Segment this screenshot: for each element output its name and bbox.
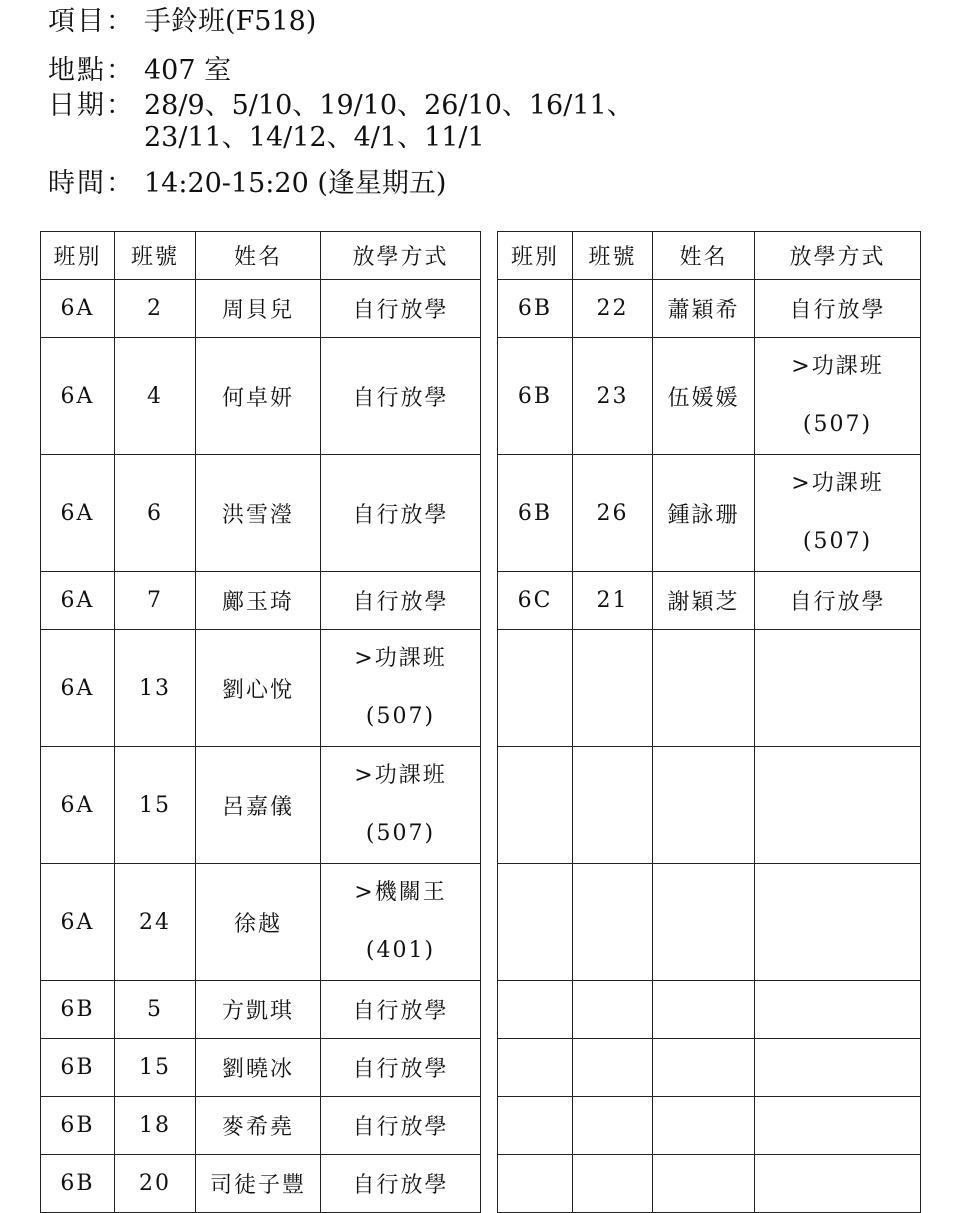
cell-number: 6	[115, 455, 196, 572]
table-row	[41, 981, 481, 1039]
cell-class: 6B	[41, 1039, 115, 1097]
cell-class: 6A	[41, 630, 115, 747]
cell-method	[321, 338, 481, 455]
time-label: 時間：	[48, 168, 135, 199]
cell-name: 鄺玉琦	[196, 572, 321, 630]
column-header-number: 班號	[115, 232, 196, 280]
cell-class: 6C	[498, 572, 573, 630]
cell-class: 6A	[41, 280, 115, 338]
cell-method	[321, 981, 481, 1039]
table-header-row	[498, 232, 921, 280]
method-line: (507)	[802, 529, 873, 554]
method-line: (507)	[365, 704, 436, 729]
cell-number: 26	[573, 455, 653, 572]
table-row	[41, 1039, 481, 1097]
cell-method	[321, 572, 481, 630]
table-row	[41, 338, 481, 455]
cell-method	[755, 1155, 921, 1213]
dates-value-line2: 23/11、14/12、4/1、11/1	[144, 122, 485, 153]
dates-value-line1: 28/9、5/10、19/10、26/10、16/11、	[144, 90, 634, 121]
roster-table-left	[40, 231, 481, 1213]
method-line: 自行放學	[352, 385, 449, 411]
cell-name: 徐越	[196, 864, 321, 981]
cell-name: 伍媛媛	[653, 338, 755, 455]
method-line: >功課班	[791, 471, 884, 496]
cell-number: 23	[573, 338, 653, 455]
column-header-number: 班號	[573, 232, 653, 280]
cell-name: 何卓妍	[196, 338, 321, 455]
column-header-class: 班別	[498, 232, 573, 280]
cell-class: 6B	[41, 1097, 115, 1155]
cell-method	[321, 1155, 481, 1213]
cell-number: 21	[573, 572, 653, 630]
dates-label: 日期：	[48, 90, 135, 121]
column-header-method: 放學方式	[321, 232, 481, 280]
cell-number: 22	[573, 280, 653, 338]
table-row	[498, 1155, 921, 1213]
cell-number: 20	[115, 1155, 196, 1213]
cell-number	[573, 864, 653, 981]
cell-name: 麥希堯	[196, 1097, 321, 1155]
method-line: 自行放學	[789, 298, 886, 323]
table-row	[498, 981, 921, 1039]
column-header-method: 放學方式	[755, 232, 921, 280]
method-line: 自行放學	[352, 1057, 449, 1082]
item-value: 手鈴班(F518)	[144, 6, 317, 37]
cell-name: 謝穎芝	[653, 572, 755, 630]
cell-method	[755, 981, 921, 1039]
cell-method	[321, 630, 481, 747]
dates-line	[48, 88, 634, 124]
cell-number	[573, 1155, 653, 1213]
table-row	[41, 1097, 481, 1155]
cell-number: 15	[115, 1039, 196, 1097]
method-line: 自行放學	[789, 590, 886, 615]
cell-method	[321, 747, 481, 864]
cell-name: 劉曉冰	[196, 1039, 321, 1097]
cell-method	[321, 455, 481, 572]
cell-name	[653, 747, 755, 864]
cell-method	[321, 280, 481, 338]
time-value: 14:20-15:20 (逢星期五)	[144, 168, 447, 199]
roster-table-right	[497, 231, 921, 1213]
table-row	[498, 280, 921, 338]
cell-class	[498, 1039, 573, 1097]
cell-class: 6A	[41, 455, 115, 572]
table-row	[41, 630, 481, 747]
cell-method	[321, 1039, 481, 1097]
location-value: 407 室	[144, 55, 232, 86]
item-line	[48, 4, 316, 40]
cell-class: 6A	[41, 747, 115, 864]
cell-name	[653, 1097, 755, 1155]
cell-class	[498, 864, 573, 981]
cell-class: 6B	[498, 338, 573, 455]
cell-method	[755, 338, 921, 455]
table-row	[498, 1039, 921, 1097]
table-row	[41, 280, 481, 338]
cell-method	[755, 747, 921, 864]
cell-class: 6B	[41, 981, 115, 1039]
cell-class	[498, 1155, 573, 1213]
table-header-row	[41, 232, 481, 280]
cell-number	[573, 630, 653, 747]
table-row	[498, 747, 921, 864]
method-line: 自行放學	[352, 1173, 449, 1198]
cell-class: 6A	[41, 572, 115, 630]
table-row	[498, 455, 921, 572]
cell-method	[755, 572, 921, 630]
table-row	[498, 864, 921, 981]
cell-method	[755, 630, 921, 747]
cell-name	[653, 864, 755, 981]
cell-number	[573, 1097, 653, 1155]
table-row	[498, 630, 921, 747]
method-line: (401)	[365, 938, 436, 963]
cell-number	[573, 981, 653, 1039]
method-line: >功課班	[354, 763, 447, 788]
table-row	[41, 572, 481, 630]
table-row	[498, 1097, 921, 1155]
method-line: >機關王	[354, 880, 447, 905]
method-line: (507)	[802, 412, 873, 437]
cell-class	[498, 747, 573, 864]
cell-class: 6A	[41, 338, 115, 455]
cell-method	[755, 455, 921, 572]
cell-name: 方凱琪	[196, 981, 321, 1039]
cell-number: 2	[115, 280, 196, 338]
column-header-name: 姓名	[653, 232, 755, 280]
table-row	[498, 338, 921, 455]
method-line: >功課班	[791, 354, 884, 379]
cell-name	[653, 630, 755, 747]
cell-class	[498, 1097, 573, 1155]
cell-method	[321, 864, 481, 981]
item-label: 項目：	[48, 6, 135, 37]
cell-class: 6A	[41, 864, 115, 981]
column-header-class: 班別	[41, 232, 115, 280]
cell-class: 6B	[498, 280, 573, 338]
cell-class: 6B	[498, 455, 573, 572]
cell-name: 呂嘉儀	[196, 747, 321, 864]
cell-method	[755, 864, 921, 981]
time-line	[48, 166, 446, 202]
method-line: (507)	[365, 821, 436, 846]
dates-line-2	[48, 120, 485, 156]
table-row	[41, 455, 481, 572]
table-row	[41, 747, 481, 864]
cell-class	[498, 630, 573, 747]
cell-number	[573, 747, 653, 864]
cell-method	[321, 1097, 481, 1155]
cell-name: 劉心悅	[196, 630, 321, 747]
method-line: 自行放學	[352, 999, 449, 1024]
cell-class	[498, 981, 573, 1039]
cell-name: 周貝兒	[196, 280, 321, 338]
location-label: 地點：	[48, 55, 135, 86]
method-line: 自行放學	[352, 298, 449, 323]
cell-method	[755, 1097, 921, 1155]
table-row	[41, 864, 481, 981]
cell-method	[755, 280, 921, 338]
cell-name: 鍾詠珊	[653, 455, 755, 572]
method-line: 自行放學	[352, 502, 449, 528]
method-line: 自行放學	[352, 590, 449, 615]
cell-name	[653, 981, 755, 1039]
method-line: >功課班	[354, 646, 447, 671]
cell-name	[653, 1039, 755, 1097]
cell-number: 7	[115, 572, 196, 630]
cell-name	[653, 1155, 755, 1213]
cell-number: 24	[115, 864, 196, 981]
cell-name: 洪雪瀅	[196, 455, 321, 572]
location-line	[48, 53, 231, 89]
cell-number: 18	[115, 1097, 196, 1155]
cell-number: 13	[115, 630, 196, 747]
table-row	[498, 572, 921, 630]
cell-number: 5	[115, 981, 196, 1039]
column-header-name: 姓名	[196, 232, 321, 280]
cell-name: 司徒子豐	[196, 1155, 321, 1213]
cell-name: 蕭穎希	[653, 280, 755, 338]
cell-number: 15	[115, 747, 196, 864]
table-row	[41, 1155, 481, 1213]
method-line: 自行放學	[352, 1115, 449, 1140]
cell-number	[573, 1039, 653, 1097]
cell-method	[755, 1039, 921, 1097]
cell-number: 4	[115, 338, 196, 455]
cell-class: 6B	[41, 1155, 115, 1213]
